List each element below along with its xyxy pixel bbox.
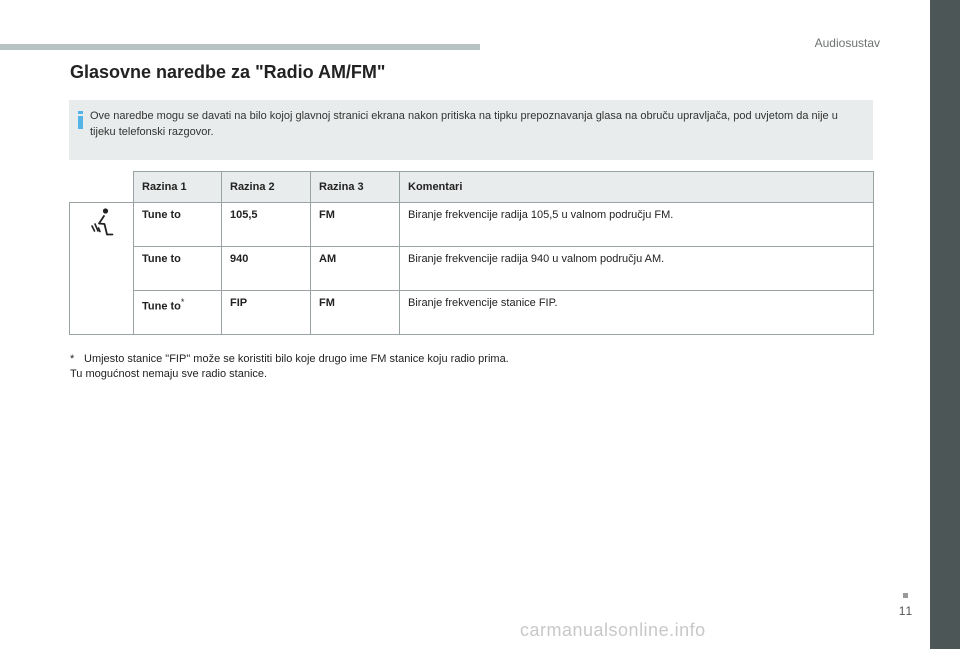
header-rule [0,44,480,50]
page-title: Glasovne naredbe za "Radio AM/FM" [70,62,386,82]
row3-footnote-mark: * [180,297,185,307]
header-level-2: Razina 2 [222,172,311,203]
row2-level2: 940 [222,247,311,291]
table-row [70,291,874,335]
info-text: Ove naredbe mogu se davati na bilo kojoj glavnoj stranici ekrana nakon pritiska na tipku prepoznavanja glasa na obruču upravljača, pod uvjetom da nije u tijeku telefonski razgovor. [90,110,838,138]
footnote-line-2: Tu mogućnost nemaju sve radio stanice. [70,368,268,380]
footnote [70,352,509,382]
row2-comment: Biranje frekvencije radija 940 u valnom području AM. [400,247,874,291]
info-icon [78,111,83,129]
row3-comment: Biranje frekvencije stanice FIP. [400,291,874,335]
table-row [70,203,874,247]
row2-level1: Tune to [134,247,222,291]
header-comments: Komentari [400,172,874,203]
row1-level3: FM [311,203,400,247]
row2-level3: AM [311,247,400,291]
footnote-marker: * [70,353,75,365]
table-header-row [70,172,874,203]
table-row [70,247,874,291]
header-level-3: Razina 3 [311,172,400,203]
row1-level1: Tune to [134,203,222,247]
page-marker [903,593,908,598]
row3-level1 [134,291,222,335]
watermark: carmanualsonline.info [520,620,706,640]
header-level-1: Razina 1 [134,172,222,203]
row1-level2: 105,5 [222,203,311,247]
header-blank-cell [70,172,134,203]
voice-command-icon [89,207,115,237]
row3-level2: FIP [222,291,311,335]
voice-commands-table [69,171,874,335]
icon-cell [70,203,134,335]
row3-level3: FM [311,291,400,335]
right-side-bar [930,0,960,649]
row3-level1-text: Tune to [142,300,181,313]
section-label: Audiosustav [814,36,880,50]
footnote-line-1: Umjesto stanice "FIP" može se koristiti bilo koje drugo ime FM stanice koju radio prima. [84,353,509,365]
row1-comment: Biranje frekvencije radija 105,5 u valnom području FM. [400,203,874,247]
info-box [69,100,873,160]
page-number: 11 [898,604,914,618]
